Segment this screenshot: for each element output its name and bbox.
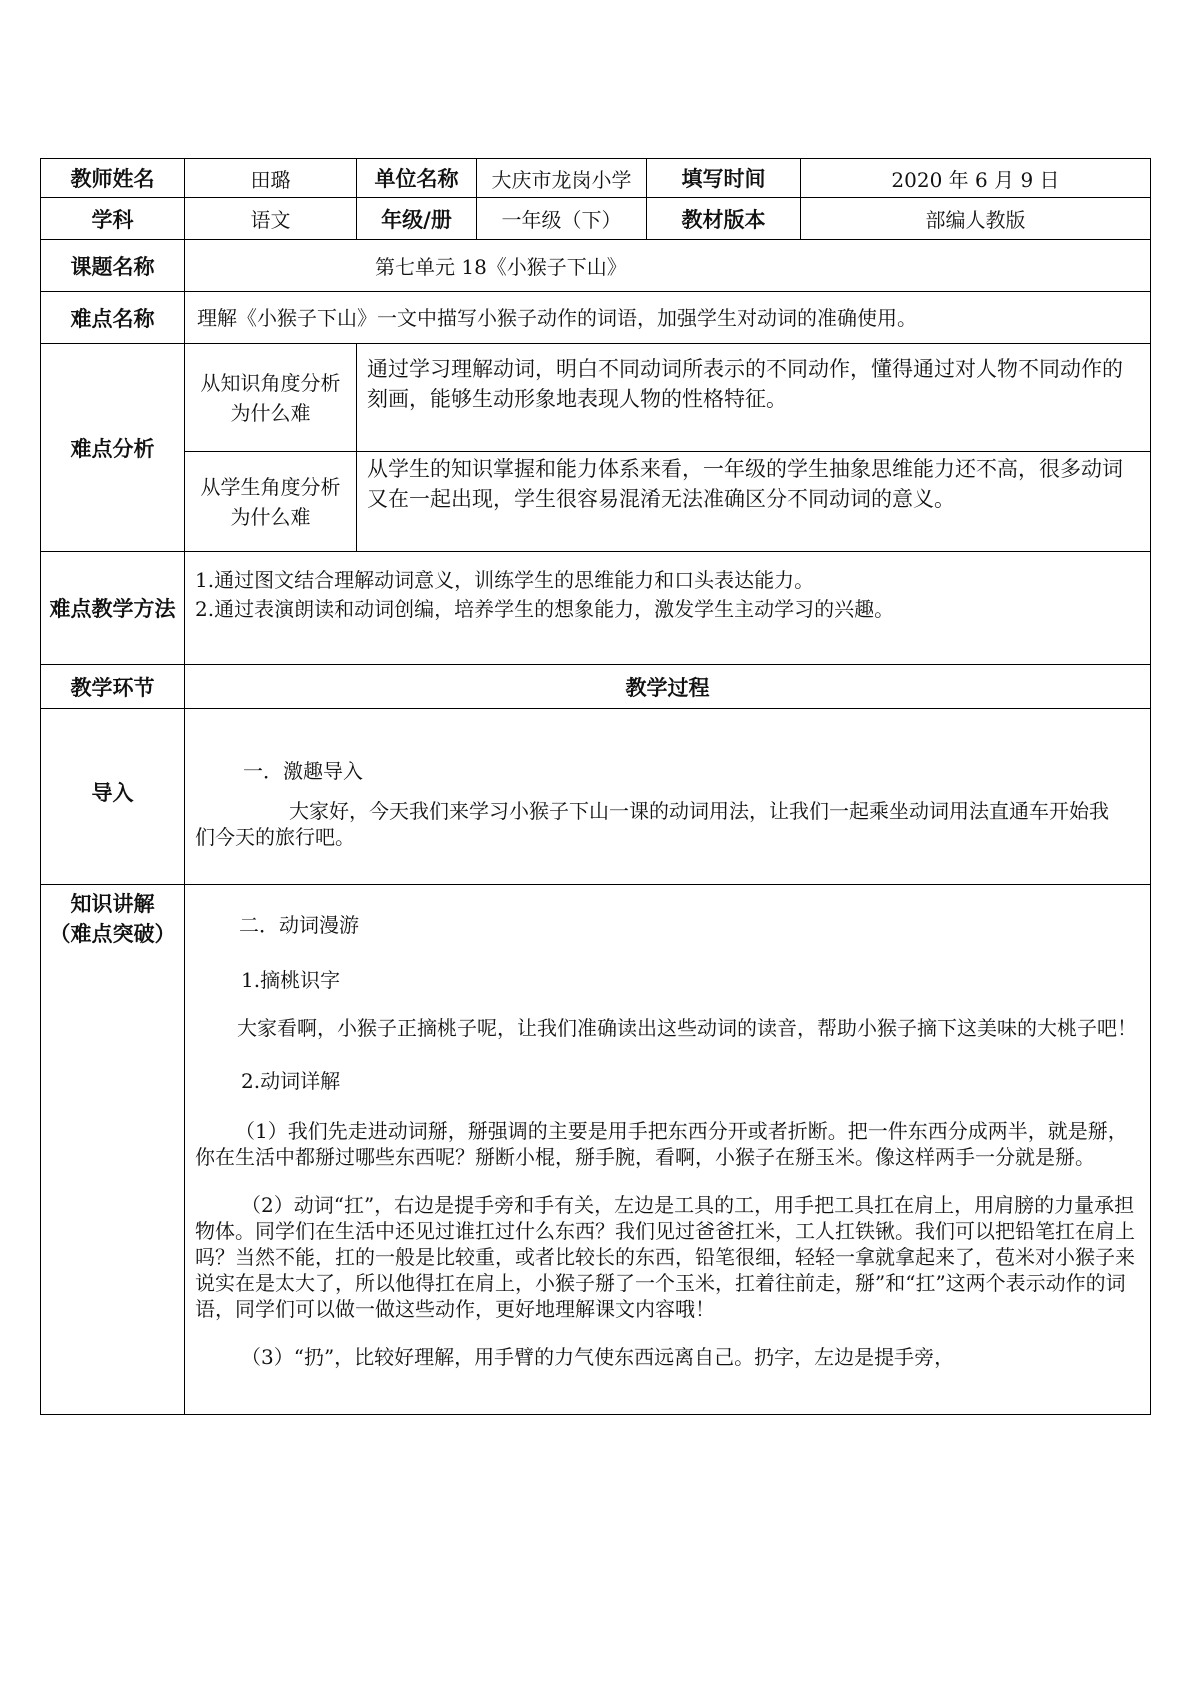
intro-heading: 一．激趣导入 <box>243 759 363 783</box>
knowledge-paragraph-3: （2）动词“扛”，右边是提手旁和手有关，左边是工具的工，用手把工具扛在肩上，用肩膀的力量承担物体。同学们在生活中还见过谁扛过什么东西？我们见过爸爸扛米，工人扛铁锹。我们可以把铅笔扛在肩上吗？当然不能，扛的一般是比较重，或者比较长的东西，铅笔很细，轻轻一拿就拿起来了，苞米对小猴子来说实在是太大了，所以他得扛在肩上，小猴子掰了一个玉米，扛着往前走，掰”和“扛”这两个表示动作的词语，同学们可以做一做这些动作，更好地理解课文内容哦！ <box>195 1193 1135 1321</box>
teacher-name-label: 教师姓名 <box>41 159 185 198</box>
knowledge-heading: 二．动词漫游 <box>239 913 359 937</box>
student-angle-label <box>185 452 357 552</box>
method-content <box>185 552 1151 665</box>
difficulty-value: 理解《小猴子下山》一文中描写小猴子动作的词语，加强学生对动词的准确使用。 <box>185 292 1151 344</box>
subject-value: 语文 <box>185 198 357 240</box>
intro-text: 大家好，今天我们来学习小猴子下山一课的动词用法，让我们一起乘坐动词用法直通车开始我们今天的旅行吧。 <box>195 799 1109 849</box>
method-row <box>41 552 1151 665</box>
knowledge-sub-2: 2.动词详解 <box>241 1069 341 1093</box>
knowledge-content <box>185 885 1151 1415</box>
knowledge-paragraph-2: （1）我们先走进动词掰，掰强调的主要是用手把东西分开或者折断。把一件东西分成两半，就是掰，你在生活中都掰过哪些东西呢？掰断小棍，掰手腕，看啊，小猴子在掰玉米。像这样两手一分就是掰。 <box>195 1119 1128 1169</box>
teaching-stage-label: 教学环节 <box>41 665 185 709</box>
analysis-row-knowledge <box>41 344 1151 452</box>
knowledge-angle-label <box>185 344 357 452</box>
difficulty-row <box>41 292 1151 344</box>
topic-label: 课题名称 <box>41 240 185 292</box>
difficulty-label: 难点名称 <box>41 292 185 344</box>
knowledge-label-line-1: 知识讲解 <box>70 892 155 916</box>
header-row-1 <box>41 159 1151 198</box>
unit-name-label: 单位名称 <box>357 159 477 198</box>
student-angle-text: 从学生的知识掌握和能力体系来看，一年级的学生抽象思维能力还不高，很多动词又在一起出现，学生很容易混淆无法准确区分不同动词的意义。 <box>357 452 1151 552</box>
student-angle-line-2: 为什么难 <box>230 504 311 529</box>
lesson-plan-sheet <box>40 158 1150 1415</box>
grade-label: 年级/册 <box>357 198 477 240</box>
header-row-2 <box>41 198 1151 240</box>
topic-row <box>41 240 1151 292</box>
topic-value: 第七单元 18《小猴子下山》 <box>185 240 1151 292</box>
lesson-plan-table <box>40 158 1151 1415</box>
grade-value: 一年级（下） <box>477 198 647 240</box>
method-line-1: 1.通过图文结合理解动词意义，训练学生的思维能力和口头表达能力。 <box>195 568 815 592</box>
knowledge-sub-1: 1.摘桃识字 <box>241 968 341 992</box>
subject-label: 学科 <box>41 198 185 240</box>
teacher-name-value: 田璐 <box>185 159 357 198</box>
knowledge-angle-line-2: 为什么难 <box>230 400 311 425</box>
analysis-row-student <box>41 452 1151 552</box>
unit-name-value: 大庆市龙岗小学 <box>477 159 647 198</box>
fill-date-label: 填写时间 <box>647 159 801 198</box>
fill-date-value: 2020 年 6 月 9 日 <box>801 159 1151 198</box>
intro-content <box>185 709 1151 885</box>
textbook-label: 教材版本 <box>647 198 801 240</box>
knowledge-row <box>41 885 1151 1415</box>
process-header-row <box>41 665 1151 709</box>
method-line-2: 2.通过表演朗读和动词创编，培养学生的想象能力，激发学生主动学习的兴趣。 <box>195 597 895 621</box>
knowledge-label-line-2: （难点突破） <box>49 922 176 946</box>
textbook-value: 部编人教版 <box>801 198 1151 240</box>
student-angle-line-1: 从学生角度分析 <box>200 474 341 499</box>
intro-label: 导入 <box>41 709 185 885</box>
knowledge-paragraph-4: （3）“扔”，比较好理解，用手臂的力气使东西远离自己。扔字，左边是提手旁， <box>241 1345 955 1369</box>
knowledge-angle-text: 通过学习理解动词，明白不同动词所表示的不同动作，懂得通过对人物不同动作的刻画，能够生动形象地表现人物的性格特征。 <box>357 344 1151 452</box>
method-label: 难点教学方法 <box>41 552 185 665</box>
analysis-label: 难点分析 <box>41 344 185 552</box>
knowledge-paragraph-1: 大家看啊，小猴子正摘桃子呢，让我们准确读出这些动词的读音，帮助小猴子摘下这美味的大桃子吧！ <box>237 1016 1137 1040</box>
teaching-process-label: 教学过程 <box>185 665 1151 709</box>
knowledge-label <box>41 885 185 1415</box>
knowledge-angle-line-1: 从知识角度分析 <box>200 370 341 395</box>
intro-row <box>41 709 1151 885</box>
